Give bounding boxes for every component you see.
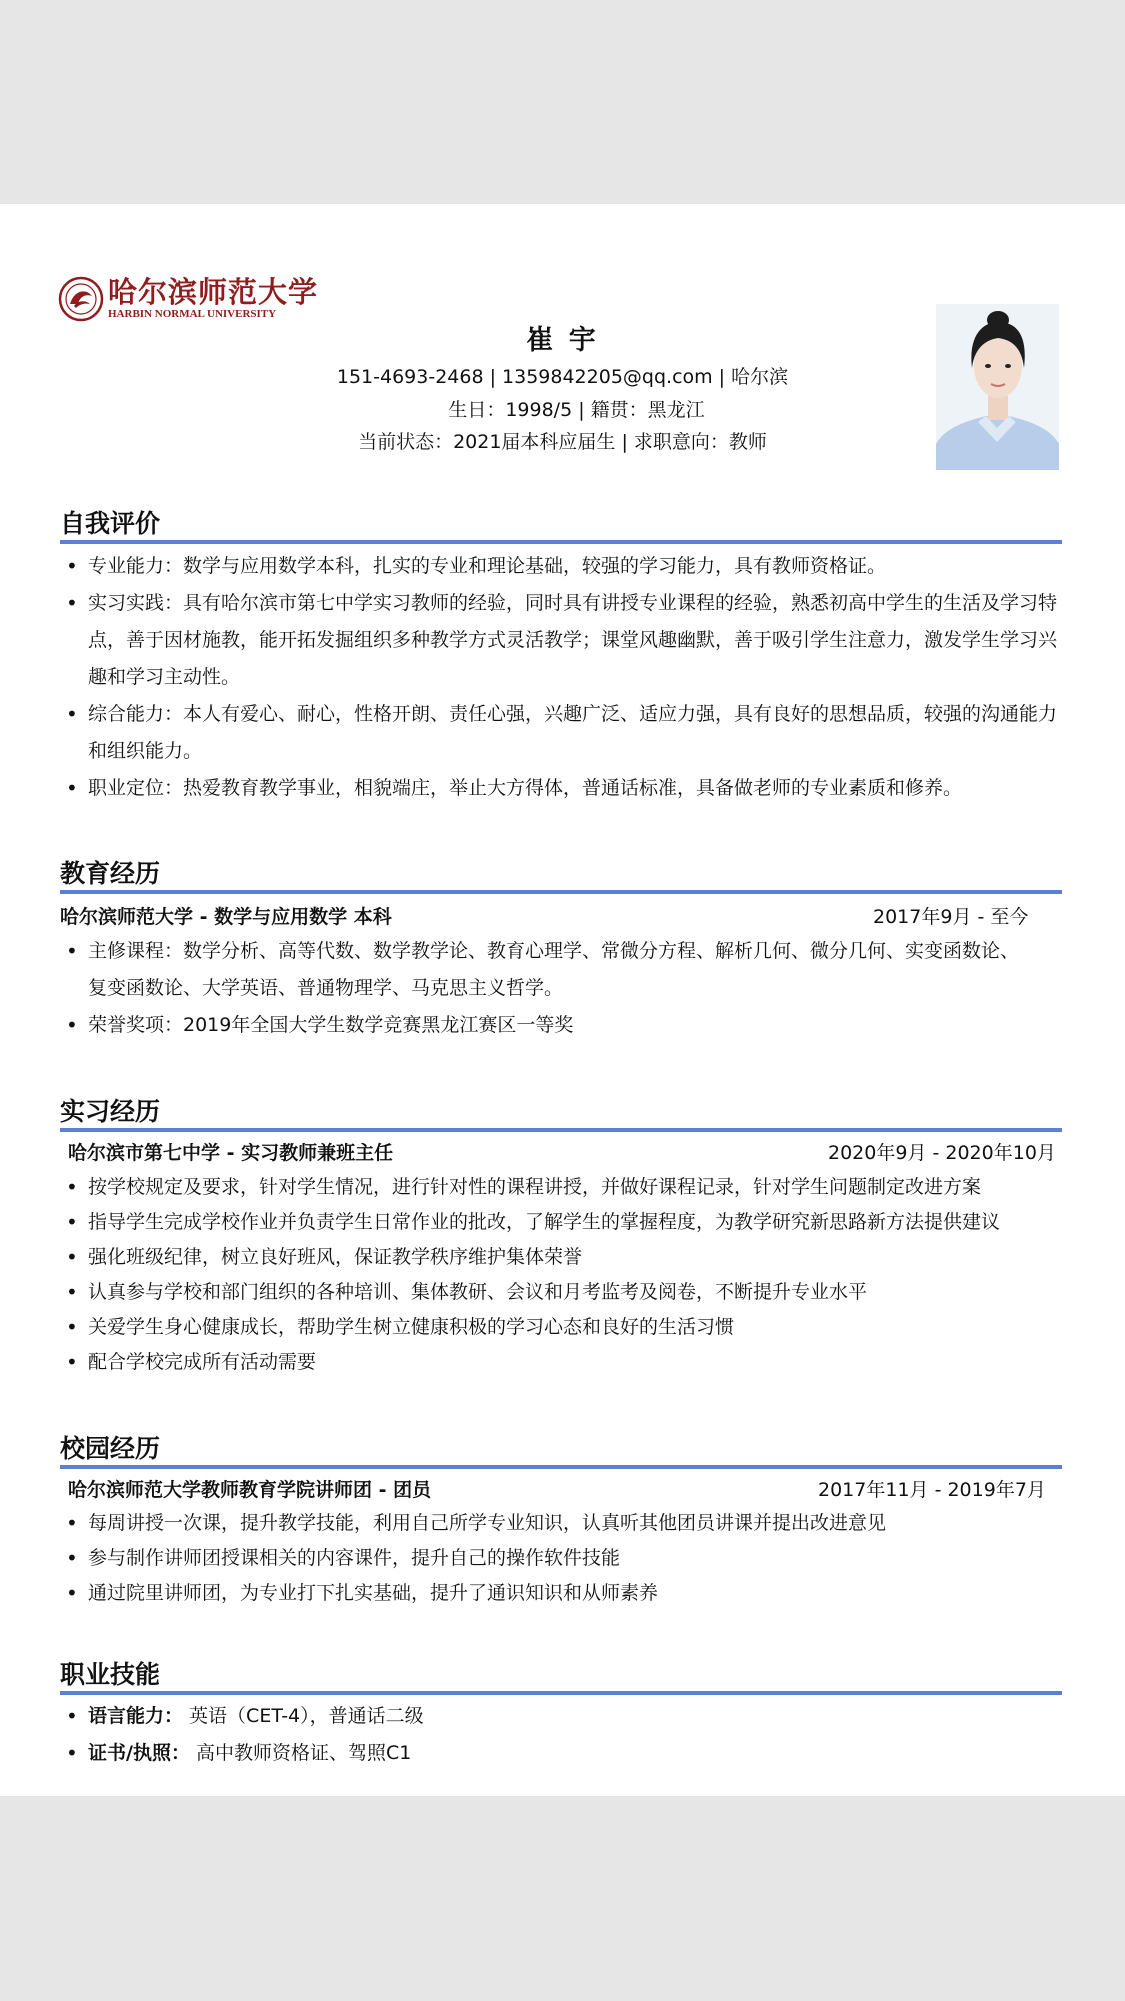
campus-date: 2017年11月 - 2019年7月 — [818, 1479, 1046, 1501]
internship-divider — [60, 1128, 1062, 1132]
skills-title: 职业技能 — [60, 1660, 161, 1689]
self-eval-list — [66, 548, 1066, 807]
internship-date: 2020年9月 - 2020年10月 — [828, 1142, 1056, 1164]
campus-org: 哈尔滨师范大学教师教育学院讲师团 - 团员 — [68, 1479, 432, 1501]
self-eval-item: • 职业定位：热爱教育教学事业，相貌端庄，举止大方得体，普通话标准，具备做老师的专业素质和修养。 — [66, 770, 1066, 807]
status-line: 当前状态：2021届本科应届生 | 求职意向：教师 — [358, 431, 767, 453]
skills-divider — [60, 1691, 1062, 1695]
profile-photo — [936, 304, 1059, 470]
logo-chinese-name: 哈尔滨师范大学 — [108, 275, 319, 309]
self-eval-divider — [60, 540, 1062, 544]
campus-item: • 通过院里讲师团，为专业打下扎实基础，提升了通识知识和从师素养 — [66, 1576, 1066, 1611]
internship-item: • 认真参与学校和部门组织的各种培训、集体教研、会议和月考监考及阅卷，不断提升专业水平 — [66, 1275, 1066, 1310]
self-eval-item: • 实习实践：具有哈尔滨市第七中学实习教师的经验，同时具有讲授专业课程的经验，熟悉初高中学生的生活及学习特点，善于因材施教，能开拓发掘组织多种教学方式灵活教学；课堂风趣幽默，善于吸引学生注意力，激发学生学习兴趣和学习主动性。 — [66, 585, 1066, 696]
campus-title: 校园经历 — [60, 1434, 161, 1463]
birth-line: 生日：1998/5 | 籍贯：黑龙江 — [448, 399, 705, 421]
campus-divider — [60, 1465, 1062, 1469]
candidate-name: 崔 宇 — [526, 325, 599, 356]
internship-item: • 关爱学生身心健康成长，帮助学生树立健康积极的学习心态和良好的生活习惯 — [66, 1310, 1066, 1345]
campus-item: • 参与制作讲师团授课相关的内容课件，提升自己的操作软件技能 — [66, 1541, 1066, 1576]
education-item: • 荣誉奖项：2019年全国大学生数学竞赛黑龙江赛区一等奖 — [66, 1007, 1036, 1044]
education-divider — [60, 890, 1062, 894]
internship-item: • 强化班级纪律，树立良好班风，保证教学秩序维护集体荣誉 — [66, 1240, 1066, 1275]
education-school: 哈尔滨师范大学 - 数学与应用数学 本科 — [60, 906, 392, 928]
education-date: 2017年9月 - 至今 — [873, 906, 1029, 928]
internship-title: 实习经历 — [60, 1097, 161, 1126]
self-eval-item: • 综合能力：本人有爱心、耐心，性格开朗、责任心强，兴趣广泛、适应力强，具有良好的思想品质，较强的沟通能力和组织能力。 — [66, 696, 1066, 770]
skill-item — [66, 1735, 1066, 1772]
skill-label: 语言能力： — [88, 1705, 184, 1727]
skills-list — [66, 1698, 1066, 1772]
skill-value: 高中教师资格证、驾照C1 — [189, 1742, 412, 1764]
contact-line: 151-4693-2468 | 1359842205@qq.com | 哈尔滨 — [336, 366, 789, 388]
internship-item: • 指导学生完成学校作业并负责学生日常作业的批改，了解学生的掌握程度，为教学研究新思路新方法提供建议 — [66, 1205, 1066, 1240]
self-eval-title: 自我评价 — [60, 509, 161, 538]
logo-english-name: HARBIN NORMAL UNIVERSITY — [108, 308, 277, 320]
campus-item: • 每周讲授一次课，提升教学技能，利用自己所学专业知识，认真听其他团员讲课并提出改进意见 — [66, 1506, 1066, 1541]
self-eval-item: • 专业能力：数学与应用数学本科，扎实的专业和理论基础，较强的学习能力，具有教师资格证。 — [66, 548, 1066, 585]
education-item: • 主修课程：数学分析、高等代数、数学教学论、教育心理学、常微分方程、解析几何、微分几何、实变函数论、复变函数论、大学英语、普通物理学、马克思主义哲学。 — [66, 933, 1036, 1007]
skill-value: 英语（CET-4），普通话二级 — [183, 1705, 424, 1727]
campus-list — [66, 1506, 1066, 1611]
internship-org: 哈尔滨市第七中学 - 实习教师兼班主任 — [68, 1142, 394, 1164]
education-title: 教育经历 — [60, 859, 161, 888]
resume-page — [0, 204, 1125, 1796]
education-list — [66, 933, 1036, 1044]
internship-item: • 按学校规定及要求，针对学生情况，进行针对性的课程讲授，并做好课程记录，针对学生问题制定改进方案 — [66, 1170, 1066, 1205]
internship-item: • 配合学校完成所有活动需要 — [66, 1345, 1066, 1380]
skill-label: 证书/执照： — [88, 1742, 190, 1764]
skill-item — [66, 1698, 1066, 1735]
internship-list — [66, 1170, 1066, 1380]
